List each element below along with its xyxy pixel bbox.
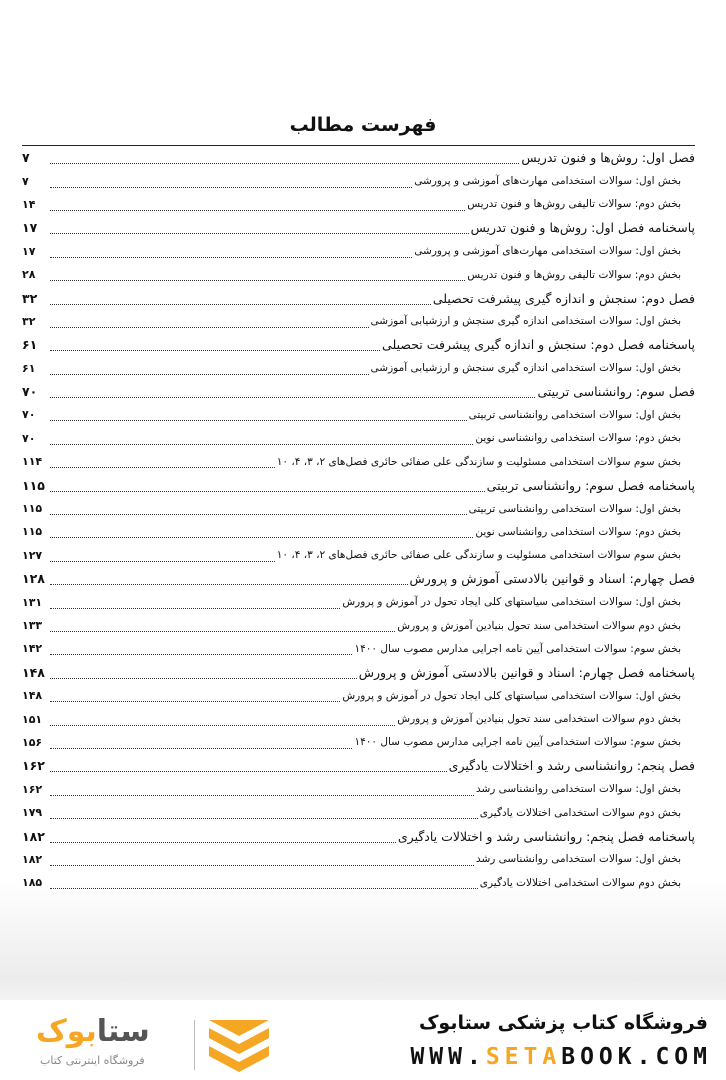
toc-section-row[interactable] (22, 240, 695, 263)
toc-page-number: ۷ (22, 150, 30, 166)
toc-page-number: ۱۸۲ (22, 852, 43, 866)
toc-chapter-row[interactable] (22, 146, 695, 169)
dot-leader (50, 574, 408, 585)
toc-page-number: ۱۷ (22, 220, 38, 236)
toc-chapter-row[interactable] (22, 333, 695, 356)
dot-leader (50, 153, 519, 164)
dot-leader (50, 691, 340, 702)
toc-chapter-row[interactable] (22, 286, 695, 309)
dot-leader (50, 481, 485, 492)
dot-leader (50, 200, 465, 211)
toc-section-row[interactable] (22, 193, 695, 216)
url-prefix: WWW. (410, 1044, 486, 1070)
toc-page-number: ۱۱۵ (22, 477, 45, 493)
toc-section-row[interactable] (22, 169, 695, 192)
toc-entry-label: بخش دوم سوالات استخدامی اختلالات یادگیری (479, 806, 681, 819)
toc-page-number: ۱۸۵ (22, 876, 43, 890)
footer-banner (0, 1000, 726, 1080)
toc-entry-label: بخش اول: سوالات استخدامی اندازه گیری سنجش و ارزشیابی آموزشی (370, 315, 681, 328)
dot-leader (50, 715, 395, 726)
logo-wordmark (36, 1014, 150, 1049)
toc-page-number: ۱۵۶ (22, 735, 43, 749)
dot-leader (50, 223, 469, 234)
toc-entry-label: بخش اول: سوالات استخدامی روانشناسی تربیتی (468, 408, 681, 421)
dot-leader (50, 457, 275, 468)
toc-entry-label: بخش دوم سوالات استخدامی اختلالات یادگیری (479, 876, 681, 889)
toc-section-row[interactable] (22, 544, 695, 567)
toc-entry-label: پاسخنامه فصل سوم: روانشناسی تربیتی (486, 477, 695, 493)
toc-entry-label: بخش سوم: سوالات استخدامی آیین نامه اجرایی مدارس مصوب سال ۱۴۰۰ (354, 642, 681, 655)
toc-page-number: ۶۱ (22, 337, 38, 353)
toc-page-number: ۱۵۱ (22, 712, 43, 726)
toc-page-number: ۷۰ (22, 408, 36, 422)
toc-entry-label: بخش دوم: سوالات استخدامی روانشناسی نوین (475, 432, 681, 445)
toc-page-number: ۷ (22, 174, 29, 188)
dot-leader (50, 761, 447, 772)
toc-section-row[interactable] (22, 520, 695, 543)
toc-entry-label: پاسخنامه فصل چهارم: اسناد و قوانین بالادستی آموزش و پرورش (358, 664, 695, 680)
dot-leader (50, 364, 369, 375)
logo-word-a: ستا (96, 1014, 150, 1049)
store-url[interactable] (410, 1044, 712, 1070)
toc-entry-label: بخش اول: سوالات استخدامی مهارت‌های آموزشی و پرورشی (414, 175, 681, 188)
toc-entry-label: بخش سوم سوالات استخدامی مسئولیت و سازندگی علی صفائی حائری فصل‌های ۲، ۳، ۴، ۱۰ (276, 455, 681, 468)
setabook-logo-icon (204, 1018, 274, 1072)
toc-page-number: ۱۳۳ (22, 619, 43, 632)
toc-section-row[interactable] (22, 450, 695, 473)
dot-leader (50, 504, 467, 515)
toc-entry-label: بخش اول: سوالات استخدامی سیاستهای کلی ایجاد تحول در آموزش و پرورش (342, 596, 681, 609)
logo-subtitle: فروشگاه اینترنتی کتاب (40, 1054, 145, 1067)
toc-page-number: ۱۱۴ (22, 455, 43, 469)
toc-chapter-row[interactable] (22, 661, 695, 684)
toc-chapter-row[interactable] (22, 380, 695, 403)
toc-page-number: ۱۱۵ (22, 525, 43, 539)
dot-leader (50, 270, 465, 281)
dot-leader (50, 832, 396, 843)
toc-entry-label: بخش اول: سوالات استخدامی سیاستهای کلی ایجاد تحول در آموزش و پرورش (342, 689, 681, 702)
toc-entry-label: بخش اول: سوالات استخدامی روانشناسی تربیتی (468, 502, 681, 515)
dot-leader (50, 527, 473, 538)
toc-page-number: ۱۴۸ (22, 689, 43, 703)
toc-section-row[interactable] (22, 801, 695, 824)
url-suffix: BOOK.COM (561, 1044, 712, 1070)
dot-leader (50, 340, 380, 351)
dot-leader (50, 855, 474, 866)
toc-page-number: ۷۰ (22, 384, 38, 400)
table-of-contents (22, 146, 695, 895)
toc-page-number: ۱۶۲ (22, 758, 45, 774)
toc-section-row[interactable] (22, 497, 695, 520)
toc-section-row[interactable] (22, 731, 695, 754)
toc-section-row[interactable] (22, 357, 695, 380)
toc-section-row[interactable] (22, 778, 695, 801)
toc-page-number: ۱۲۸ (22, 571, 45, 587)
toc-chapter-row[interactable] (22, 473, 695, 496)
toc-entry-label: فصل دوم: سنجش و اندازه گیری پیشرفت تحصیلی (432, 290, 695, 306)
dot-leader (50, 387, 535, 398)
toc-page-number: ۱۶۲ (22, 782, 43, 796)
toc-entry-label: بخش سوم سوالات استخدامی مسئولیت و سازندگی علی صفائی حائری فصل‌های ۲، ۳، ۴، ۱۰ (276, 549, 681, 562)
toc-entry-label: پاسخنامه فصل دوم: سنجش و اندازه گیری پیشرفت تحصیلی (382, 337, 695, 353)
toc-section-row[interactable] (22, 637, 695, 660)
toc-entry-label: بخش دوم سوالات استخدامی سند تحول بنیادین آموزش و پرورش (397, 713, 681, 726)
dot-leader (50, 668, 357, 679)
toc-page-number: ۱۴ (22, 197, 36, 211)
toc-page-number: ۶۱ (22, 361, 36, 375)
toc-section-row[interactable] (22, 684, 695, 707)
logo-divider (194, 1020, 195, 1070)
toc-chapter-row[interactable] (22, 567, 695, 590)
toc-page-number: ۲۸ (22, 268, 36, 282)
toc-entry-label: بخش دوم سوالات استخدامی سند تحول بنیادین آموزش و پرورش (397, 619, 681, 632)
toc-chapter-row[interactable] (22, 824, 695, 847)
url-accent: SETA (485, 1044, 562, 1070)
toc-entry-label: بخش دوم: سوالات استخدامی روانشناسی نوین (475, 525, 681, 538)
toc-entry-label: بخش اول: سوالات استخدامی روانشناسی رشد (475, 853, 681, 866)
logo-word-b: بوک (36, 1014, 97, 1049)
toc-entry-label: پاسخنامه فصل پنجم: روانشناسی رشد و اختلالات یادگیری (397, 828, 695, 844)
toc-entry-label: بخش اول: سوالات استخدامی اندازه گیری سنجش و ارزشیابی آموزشی (370, 362, 681, 375)
toc-section-row[interactable] (22, 403, 695, 426)
dot-leader (50, 317, 369, 328)
dot-leader (50, 808, 478, 819)
toc-section-row[interactable] (22, 590, 695, 613)
dot-leader (50, 738, 352, 749)
dot-leader (50, 410, 467, 421)
toc-page-number: ۱۷ (22, 244, 36, 258)
toc-page-number: ۱۲۷ (22, 548, 43, 562)
toc-page-number: ۱۱۵ (22, 502, 43, 516)
toc-page-number: ۱۴۲ (22, 642, 43, 656)
dot-leader (50, 644, 352, 655)
toc-section-row[interactable] (22, 427, 695, 450)
toc-entry-label: بخش اول: سوالات استخدامی روانشناسی رشد (475, 783, 681, 796)
toc-page-number: ۳۲ (22, 290, 38, 306)
toc-entry-label: فصل پنجم: روانشناسی رشد و اختلالات یادگیری (448, 758, 695, 774)
dot-leader (50, 598, 340, 609)
toc-section-row[interactable] (22, 871, 695, 894)
dot-leader (50, 785, 474, 796)
toc-section-row[interactable] (22, 707, 695, 730)
dot-leader (50, 294, 431, 305)
store-name: فروشگاه کتاب پزشکی ستابوک (418, 1012, 708, 1034)
page-title: فهرست مطالب (289, 114, 437, 136)
toc-entry-label: فصل سوم: روانشناسی تربیتی (537, 384, 695, 400)
toc-entry-label: فصل اول: روش‌ها و فنون تدریس (521, 150, 695, 166)
dot-leader (50, 434, 473, 445)
toc-page-number: ۱۳۱ (22, 595, 43, 609)
toc-section-row[interactable] (22, 263, 695, 286)
toc-section-row[interactable] (22, 310, 695, 333)
toc-page-number: ۱۴۸ (22, 664, 45, 680)
toc-chapter-row[interactable] (22, 216, 695, 239)
toc-page-number: ۳۲ (22, 314, 36, 328)
toc-entry-label: بخش دوم: سوالات تالیفی روش‌ها و فنون تدریس (467, 198, 681, 211)
toc-entry-label: بخش سوم: سوالات استخدامی آیین نامه اجرایی مدارس مصوب سال ۱۴۰۰ (354, 736, 681, 749)
toc-entry-label: بخش دوم: سوالات تالیفی روش‌ها و فنون تدریس (467, 268, 681, 281)
toc-entry-label: پاسخنامه فصل اول: روش‌ها و فنون تدریس (470, 220, 695, 236)
toc-page-number: ۷۰ (22, 431, 36, 445)
toc-page-number: ۱۸۲ (22, 828, 45, 844)
toc-entry-label: فصل چهارم: اسناد و قوانین بالادستی آموزش و پرورش (409, 571, 695, 587)
toc-chapter-row[interactable] (22, 754, 695, 777)
toc-entry-label: بخش اول: سوالات استخدامی مهارت‌های آموزشی و پرورشی (414, 245, 681, 258)
dot-leader (50, 247, 412, 258)
toc-section-row[interactable] (22, 848, 695, 871)
toc-section-row[interactable] (22, 614, 695, 637)
dot-leader (50, 551, 275, 562)
dot-leader (50, 878, 478, 889)
toc-page-number: ۱۷۹ (22, 806, 43, 820)
dot-leader (50, 621, 395, 632)
dot-leader (50, 177, 412, 188)
